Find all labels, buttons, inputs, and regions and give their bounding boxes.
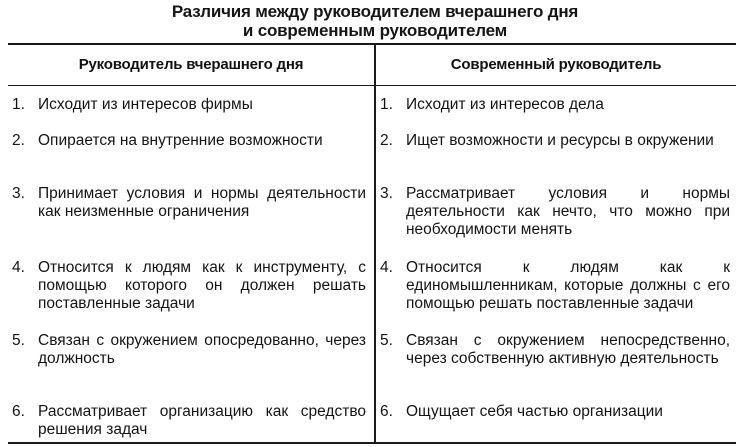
table-row-6-right xyxy=(380,403,730,421)
item-number: 5. xyxy=(12,332,25,349)
title-line-1: Различия между руководителем вчерашнего дня xyxy=(171,2,579,21)
item-text: Исходит из интересов дела xyxy=(406,96,604,113)
item-text: Связан с окружением опосредованно, через должность xyxy=(38,332,366,367)
item-text: Рассматривает организацию как средство решения задач xyxy=(38,403,366,438)
item-text: Ищет возможности и ресурсы в окружении xyxy=(406,132,714,149)
table-row-6-left xyxy=(12,403,366,439)
table-row-4-left xyxy=(12,259,366,313)
table-header-row xyxy=(8,45,736,86)
table-row-5-left xyxy=(12,332,366,368)
item-number: 6. xyxy=(12,403,25,420)
title-line-2: и современным руководителем xyxy=(242,21,508,40)
column-divider xyxy=(374,45,376,442)
table-row-4-right xyxy=(380,259,730,313)
item-number: 5. xyxy=(380,332,393,349)
item-number: 1. xyxy=(12,96,25,113)
item-number: 3. xyxy=(12,185,25,202)
column-header-modern-manager: Современный руководитель xyxy=(450,56,662,73)
table-row-3-left xyxy=(12,185,366,221)
table-row-3-right xyxy=(380,185,730,239)
document-title xyxy=(0,2,750,40)
table-row-1-right xyxy=(380,96,730,114)
item-number: 4. xyxy=(380,259,393,276)
item-text: Ощущает себя частью организации xyxy=(406,403,663,420)
table-row-5-right xyxy=(380,332,730,368)
table-row-2-left xyxy=(12,132,366,150)
column-header-yesterday-manager: Руководитель вчерашнего дня xyxy=(78,56,304,73)
item-text: Принимает условия и нормы деятельности как неизменные ограничения xyxy=(38,185,366,220)
item-number: 4. xyxy=(12,259,25,276)
item-number: 6. xyxy=(380,403,393,420)
table-row-1-left xyxy=(12,96,366,114)
item-text: Относится к людям как к инструменту, с помощью которого он должен решать поставленные задачи xyxy=(38,259,366,312)
table-row-2-right xyxy=(380,132,730,150)
comparison-table xyxy=(8,43,736,444)
item-number: 3. xyxy=(380,185,393,202)
item-text: Опирается на внутренние возможности xyxy=(38,132,323,149)
item-text: Относится к людям как к единомышленникам, которые должны с его помощью решать поставленные задачи xyxy=(406,259,730,312)
item-text: Рассматривает условия и нормы деятельности как нечто, что можно при необходимости менять xyxy=(406,185,730,238)
item-number: 1. xyxy=(380,96,393,113)
item-number: 2. xyxy=(12,132,25,149)
item-number: 2. xyxy=(380,132,393,149)
item-text: Исходит из интересов фирмы xyxy=(38,96,253,113)
item-text: Связан с окружением непосредственно, через собственную активную деятельность xyxy=(406,332,730,367)
